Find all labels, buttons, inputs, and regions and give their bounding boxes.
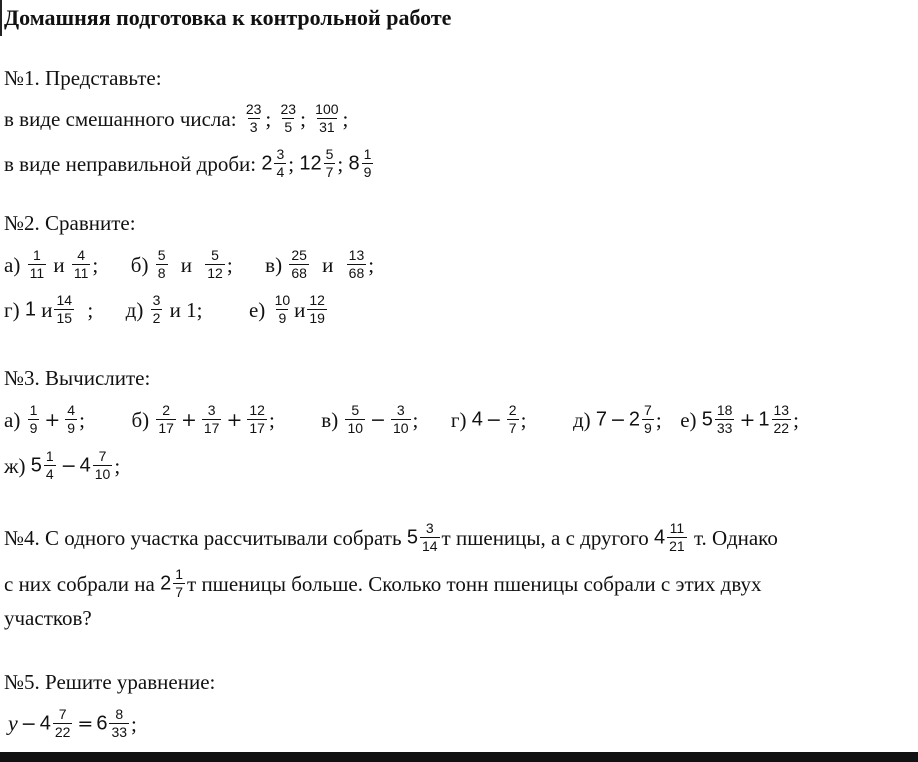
fraction: $\frac{7}{22}$ bbox=[54, 706, 71, 740]
task4-line2: с них собрали на 2 $\frac{1}{7}$ т пшеницы больше. Сколько тонн пшеницы собрали с этих двух bbox=[4, 566, 762, 600]
task4-line1: №4. С одного участка рассчитывали собрать 5 $\frac{3}{14}$ т пшеницы, а с другого 4 $\frac{11}{21}$ т. Однако bbox=[4, 520, 778, 554]
fraction: $\frac{23}{3}$ bbox=[245, 101, 262, 135]
fraction: $\frac{14}{15}$ bbox=[56, 292, 73, 326]
fraction: $\frac{23}{5}$ bbox=[280, 101, 297, 135]
fraction: $\frac{3}{10}$ bbox=[392, 402, 409, 436]
bottom-bar bbox=[0, 752, 918, 762]
task3-row2: ж) 5 $\frac{1}{4}$ − 4 $\frac{7}{10}$ ; bbox=[4, 448, 121, 482]
task1-heading: №1. Представьте: bbox=[4, 66, 162, 90]
fraction: $\frac{5}{8}$ bbox=[157, 247, 166, 281]
task2-row1: а) $\frac{1}{11}$ и $\frac{4}{11}$ ; б) $\frac{5}{8}$ и $\frac{5}{12}$ ; в) $\frac{25}{68}$ и $\frac{13}{68}$ ; bbox=[4, 247, 375, 281]
fraction: $\frac{7}{10}$ bbox=[94, 448, 111, 482]
fraction: $\frac{12}{17}$ bbox=[249, 402, 265, 436]
fraction: $\frac{7}{9}$ bbox=[644, 402, 652, 436]
fraction: $\frac{13}{22}$ bbox=[773, 402, 790, 436]
fraction: $\frac{18}{33}$ bbox=[716, 402, 733, 436]
fraction: $\frac{5}{7}$ bbox=[325, 146, 334, 180]
fraction: $\frac{2}{17}$ bbox=[158, 402, 174, 436]
task1-line1: в виде смешанного числа: $\frac{23}{3}$ ; $\frac{23}{5}$ ; $\frac{100}{31}$ ; bbox=[4, 101, 349, 135]
fraction: $\frac{3}{2}$ bbox=[152, 292, 161, 326]
fraction: $\frac{1}{11}$ bbox=[29, 247, 45, 281]
fraction: $\frac{1}{9}$ bbox=[29, 402, 38, 436]
fraction: $\frac{1}{7}$ bbox=[175, 566, 184, 600]
fraction: $\frac{3}{17}$ bbox=[203, 402, 220, 436]
fraction: $\frac{12}{19}$ bbox=[309, 292, 325, 326]
task2-row2: г) 1 и $\frac{14}{15}$ ; д) $\frac{3}{2}$ и 1; е) $\frac{10}{9}$ и $\frac{12}{19}$ bbox=[4, 292, 325, 326]
fraction: $\frac{2}{7}$ bbox=[508, 402, 517, 436]
task3-heading: №3. Вычислите: bbox=[4, 366, 151, 390]
task5-heading: №5. Решите уравнение: bbox=[4, 670, 216, 694]
task2-heading: №2. Сравните: bbox=[4, 211, 136, 235]
fraction: $\frac{3}{14}$ bbox=[421, 520, 438, 554]
page-title: Домашняя подготовка к контрольной работе bbox=[4, 5, 452, 30]
fraction: $\frac{4}{11}$ bbox=[73, 247, 89, 281]
fraction: $\frac{1}{4}$ bbox=[45, 448, 54, 482]
fraction: $\frac{8}{33}$ bbox=[111, 706, 128, 740]
page-edge-rule bbox=[0, 0, 2, 36]
fraction: $\frac{3}{4}$ bbox=[276, 146, 285, 180]
fraction: $\frac{11}{21}$ bbox=[669, 520, 685, 554]
fraction: $\frac{13}{68}$ bbox=[348, 247, 365, 281]
task5-equation: y − 4 $\frac{7}{22}$ = 6 $\frac{8}{33}$ ; bbox=[8, 706, 137, 740]
fraction: $\frac{5}{10}$ bbox=[347, 402, 364, 436]
fraction: $\frac{5}{12}$ bbox=[207, 247, 223, 281]
task1-line2-label: в виде неправильной дроби: bbox=[4, 151, 257, 176]
fraction: $\frac{100}{31}$ bbox=[315, 101, 339, 135]
fraction: $\frac{1}{9}$ bbox=[363, 146, 372, 180]
task1-line2: в виде неправильной дроби: 2 $\frac{3}{4}$ ; 12 $\frac{5}{7}$ ; 8 $\frac{1}{9}$ bbox=[4, 146, 372, 180]
task4-line3: участков? bbox=[4, 606, 92, 630]
fraction: $\frac{25}{68}$ bbox=[291, 247, 307, 281]
task3-row1: а) $\frac{1}{9}$ + $\frac{4}{9}$ ; б) $\frac{2}{17}$ + $\frac{3}{17}$ + $\frac{12}{17}$ ; в) $\frac{5}{10}$ − $\frac{3}{10}$ ; г) 4 − $\frac{2}{7}$ ; д) 7 − 2 $\frac{7}{9}$ ; е) 5 $\frac{18}{33}$ + 1 $\frac{13}{22}$ ; bbox=[4, 402, 799, 436]
fraction: $\frac{4}{9}$ bbox=[67, 402, 76, 436]
fraction: $\frac{10}{9}$ bbox=[274, 292, 291, 326]
task1-line1-label: в виде смешанного числа: bbox=[4, 106, 237, 131]
